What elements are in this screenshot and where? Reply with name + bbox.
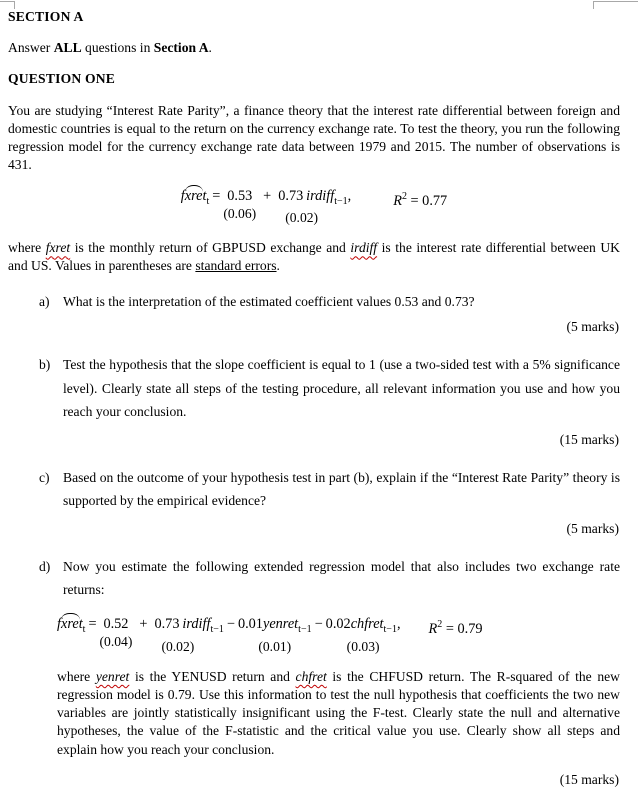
question-one-heading: QUESTION ONE bbox=[8, 71, 116, 86]
superscript-2: 2 bbox=[437, 618, 443, 630]
intro-paragraph: You are studying “Interest Rate Parity”, a finance theory that the interest rate differential between foreign and domestic countries is equal to the return on the currency exchange rate. To test the theory, you run the following regression model for the currency exchange rate data between 1979 and 2015. The number of observations is 431. bbox=[8, 103, 620, 172]
question-part-c bbox=[8, 466, 620, 513]
r-squared-symbol: R bbox=[393, 192, 402, 209]
plus-sign: + bbox=[263, 187, 272, 204]
superscript-2: 2 bbox=[401, 190, 407, 202]
subscript-t-minus-1: t−1 bbox=[298, 623, 312, 635]
question-part-d bbox=[8, 555, 620, 602]
subscript-t-minus-1: t−1 bbox=[210, 623, 224, 635]
chfret-variable: chfret bbox=[350, 615, 384, 632]
slope-coefficient: 0.73 bbox=[278, 187, 304, 204]
subscript-t: t bbox=[206, 195, 210, 207]
standard-errors-underlined: standard errors bbox=[195, 258, 277, 274]
where-text: is the CHFUSD return. The R-squared of the new regression model is 0.79. Use this information to test the null hypothesis that coefficients the two new variables are jointly statistically insignificant using the F-test. Clearly state the null and alternative hypotheses, the value of the F-statistic and the critical value you use. Clearly show all steps and explain how you reach your conclusion. bbox=[57, 668, 621, 757]
subscript-t-minus-1: t−1 bbox=[334, 195, 348, 207]
part-c-text: Based on the outcome of your hypothesis test in part (b), explain if the “Interest Rate Parity” theory is supported by the empirical evidence? bbox=[63, 469, 620, 509]
irdiff-term bbox=[154, 616, 223, 655]
irdiff-term-misspelled: irdiff bbox=[350, 240, 378, 256]
r-squared-value bbox=[393, 188, 447, 210]
equation-2-row bbox=[57, 616, 620, 655]
equation-1-row bbox=[181, 188, 447, 227]
instruction-text: Answer bbox=[8, 40, 54, 55]
comma: , bbox=[347, 187, 352, 204]
part-b-marks: (15 marks) bbox=[559, 431, 619, 447]
comma: , bbox=[396, 615, 401, 632]
r-squared-symbol: R bbox=[428, 620, 438, 637]
where-paragraph-2 bbox=[57, 668, 620, 759]
r-squared-equals: = 0.77 bbox=[410, 192, 448, 209]
intercept-term bbox=[223, 188, 256, 222]
part-a-label: a) bbox=[39, 294, 50, 310]
equals-sign: = bbox=[88, 615, 97, 632]
where-text: is the interest rate differential between UK and US. Values in parentheses are bbox=[8, 240, 620, 274]
part-a-marks: (5 marks) bbox=[566, 319, 619, 335]
instruction-bold-section: Section A bbox=[153, 40, 209, 55]
slope-term bbox=[278, 188, 351, 227]
where-text: . bbox=[276, 258, 280, 274]
where-text: where bbox=[8, 240, 46, 256]
equation-2-lhs bbox=[57, 616, 85, 638]
subscript-t: t bbox=[82, 623, 86, 635]
regression-equation-1 bbox=[8, 188, 620, 227]
chfret-standard-error: (0.03) bbox=[346, 638, 380, 654]
irdiff-coefficient: 0.73 bbox=[154, 615, 180, 632]
question-part-a bbox=[8, 293, 620, 311]
minus-sign: − bbox=[314, 615, 323, 632]
irdiff-term-main bbox=[154, 616, 223, 638]
page-boundary-mark-top-right bbox=[593, 1, 638, 9]
equation-1-lhs bbox=[181, 188, 209, 210]
where-text: is the monthly return of GBPUSD exchange and bbox=[70, 240, 351, 256]
fxret-term-misspelled: fxret bbox=[45, 240, 71, 256]
fxret-hat-variable: fxret bbox=[180, 187, 207, 204]
subscript-t-minus-1: t−1 bbox=[383, 623, 397, 635]
r-squared-value bbox=[429, 616, 483, 638]
equals-sign: = bbox=[212, 187, 221, 204]
intercept-standard-error: (0.06) bbox=[223, 205, 257, 221]
yenret-term bbox=[238, 616, 312, 655]
regression-equation-2 bbox=[57, 616, 620, 655]
where-paragraph-1 bbox=[8, 239, 620, 275]
intercept-standard-error: (0.04) bbox=[99, 633, 133, 649]
irdiff-variable: irdiff bbox=[182, 615, 211, 632]
intercept-coefficient: 0.53 bbox=[227, 187, 253, 204]
intercept-term bbox=[100, 616, 133, 650]
plus-sign: + bbox=[139, 615, 148, 632]
part-c-marks: (5 marks) bbox=[566, 520, 619, 536]
question-part-b bbox=[8, 353, 620, 424]
part-b-label: b) bbox=[39, 357, 51, 373]
yenret-coefficient: 0.01 bbox=[237, 615, 263, 632]
fxret-hat-variable: fxret bbox=[57, 615, 83, 632]
where-text: is the YENUSD return and bbox=[129, 668, 296, 684]
page-boundary-mark-top-left bbox=[0, 1, 15, 9]
r-squared-equals: = 0.79 bbox=[445, 620, 483, 637]
part-d-text: Now you estimate the following extended regression model that also includes two exchange rate returns: bbox=[63, 558, 620, 598]
yenret-standard-error: (0.01) bbox=[258, 638, 292, 654]
yenret-term-main bbox=[238, 616, 312, 638]
part-b-text: Test the hypothesis that the slope coefficient is equal to 1 (use a two-sided test with a 5% significance level). Clearly state all steps of the testing procedure, all relevant information you use and how you reach your conclusion. bbox=[63, 357, 620, 420]
intercept-coefficient: 0.52 bbox=[103, 615, 129, 632]
instruction-bold-all: ALL bbox=[53, 40, 82, 55]
instruction-line bbox=[8, 40, 620, 56]
instruction-text: . bbox=[208, 40, 212, 55]
part-a-text: What is the interpretation of the estimated coefficient values 0.53 and 0.73? bbox=[63, 294, 475, 310]
where-text: where bbox=[57, 668, 96, 684]
slope-standard-error: (0.02) bbox=[285, 210, 319, 226]
instruction-text: questions in bbox=[81, 40, 154, 55]
part-c-label: c) bbox=[39, 469, 50, 485]
chfret-term bbox=[326, 616, 401, 655]
yenret-term-misspelled: yenret bbox=[95, 668, 130, 684]
irdiff-standard-error: (0.02) bbox=[161, 638, 195, 654]
chfret-term-main bbox=[326, 616, 401, 638]
chfret-term-misspelled: chfret bbox=[295, 668, 327, 684]
part-d-marks: (15 marks) bbox=[559, 772, 619, 788]
irdiff-variable: irdiff bbox=[306, 187, 335, 204]
yenret-variable: yenret bbox=[262, 615, 299, 632]
minus-sign: − bbox=[226, 615, 235, 632]
section-heading: SECTION A bbox=[8, 9, 84, 24]
slope-term-main bbox=[278, 188, 351, 210]
chfret-coefficient: 0.02 bbox=[325, 615, 351, 632]
part-d-label: d) bbox=[39, 558, 51, 574]
